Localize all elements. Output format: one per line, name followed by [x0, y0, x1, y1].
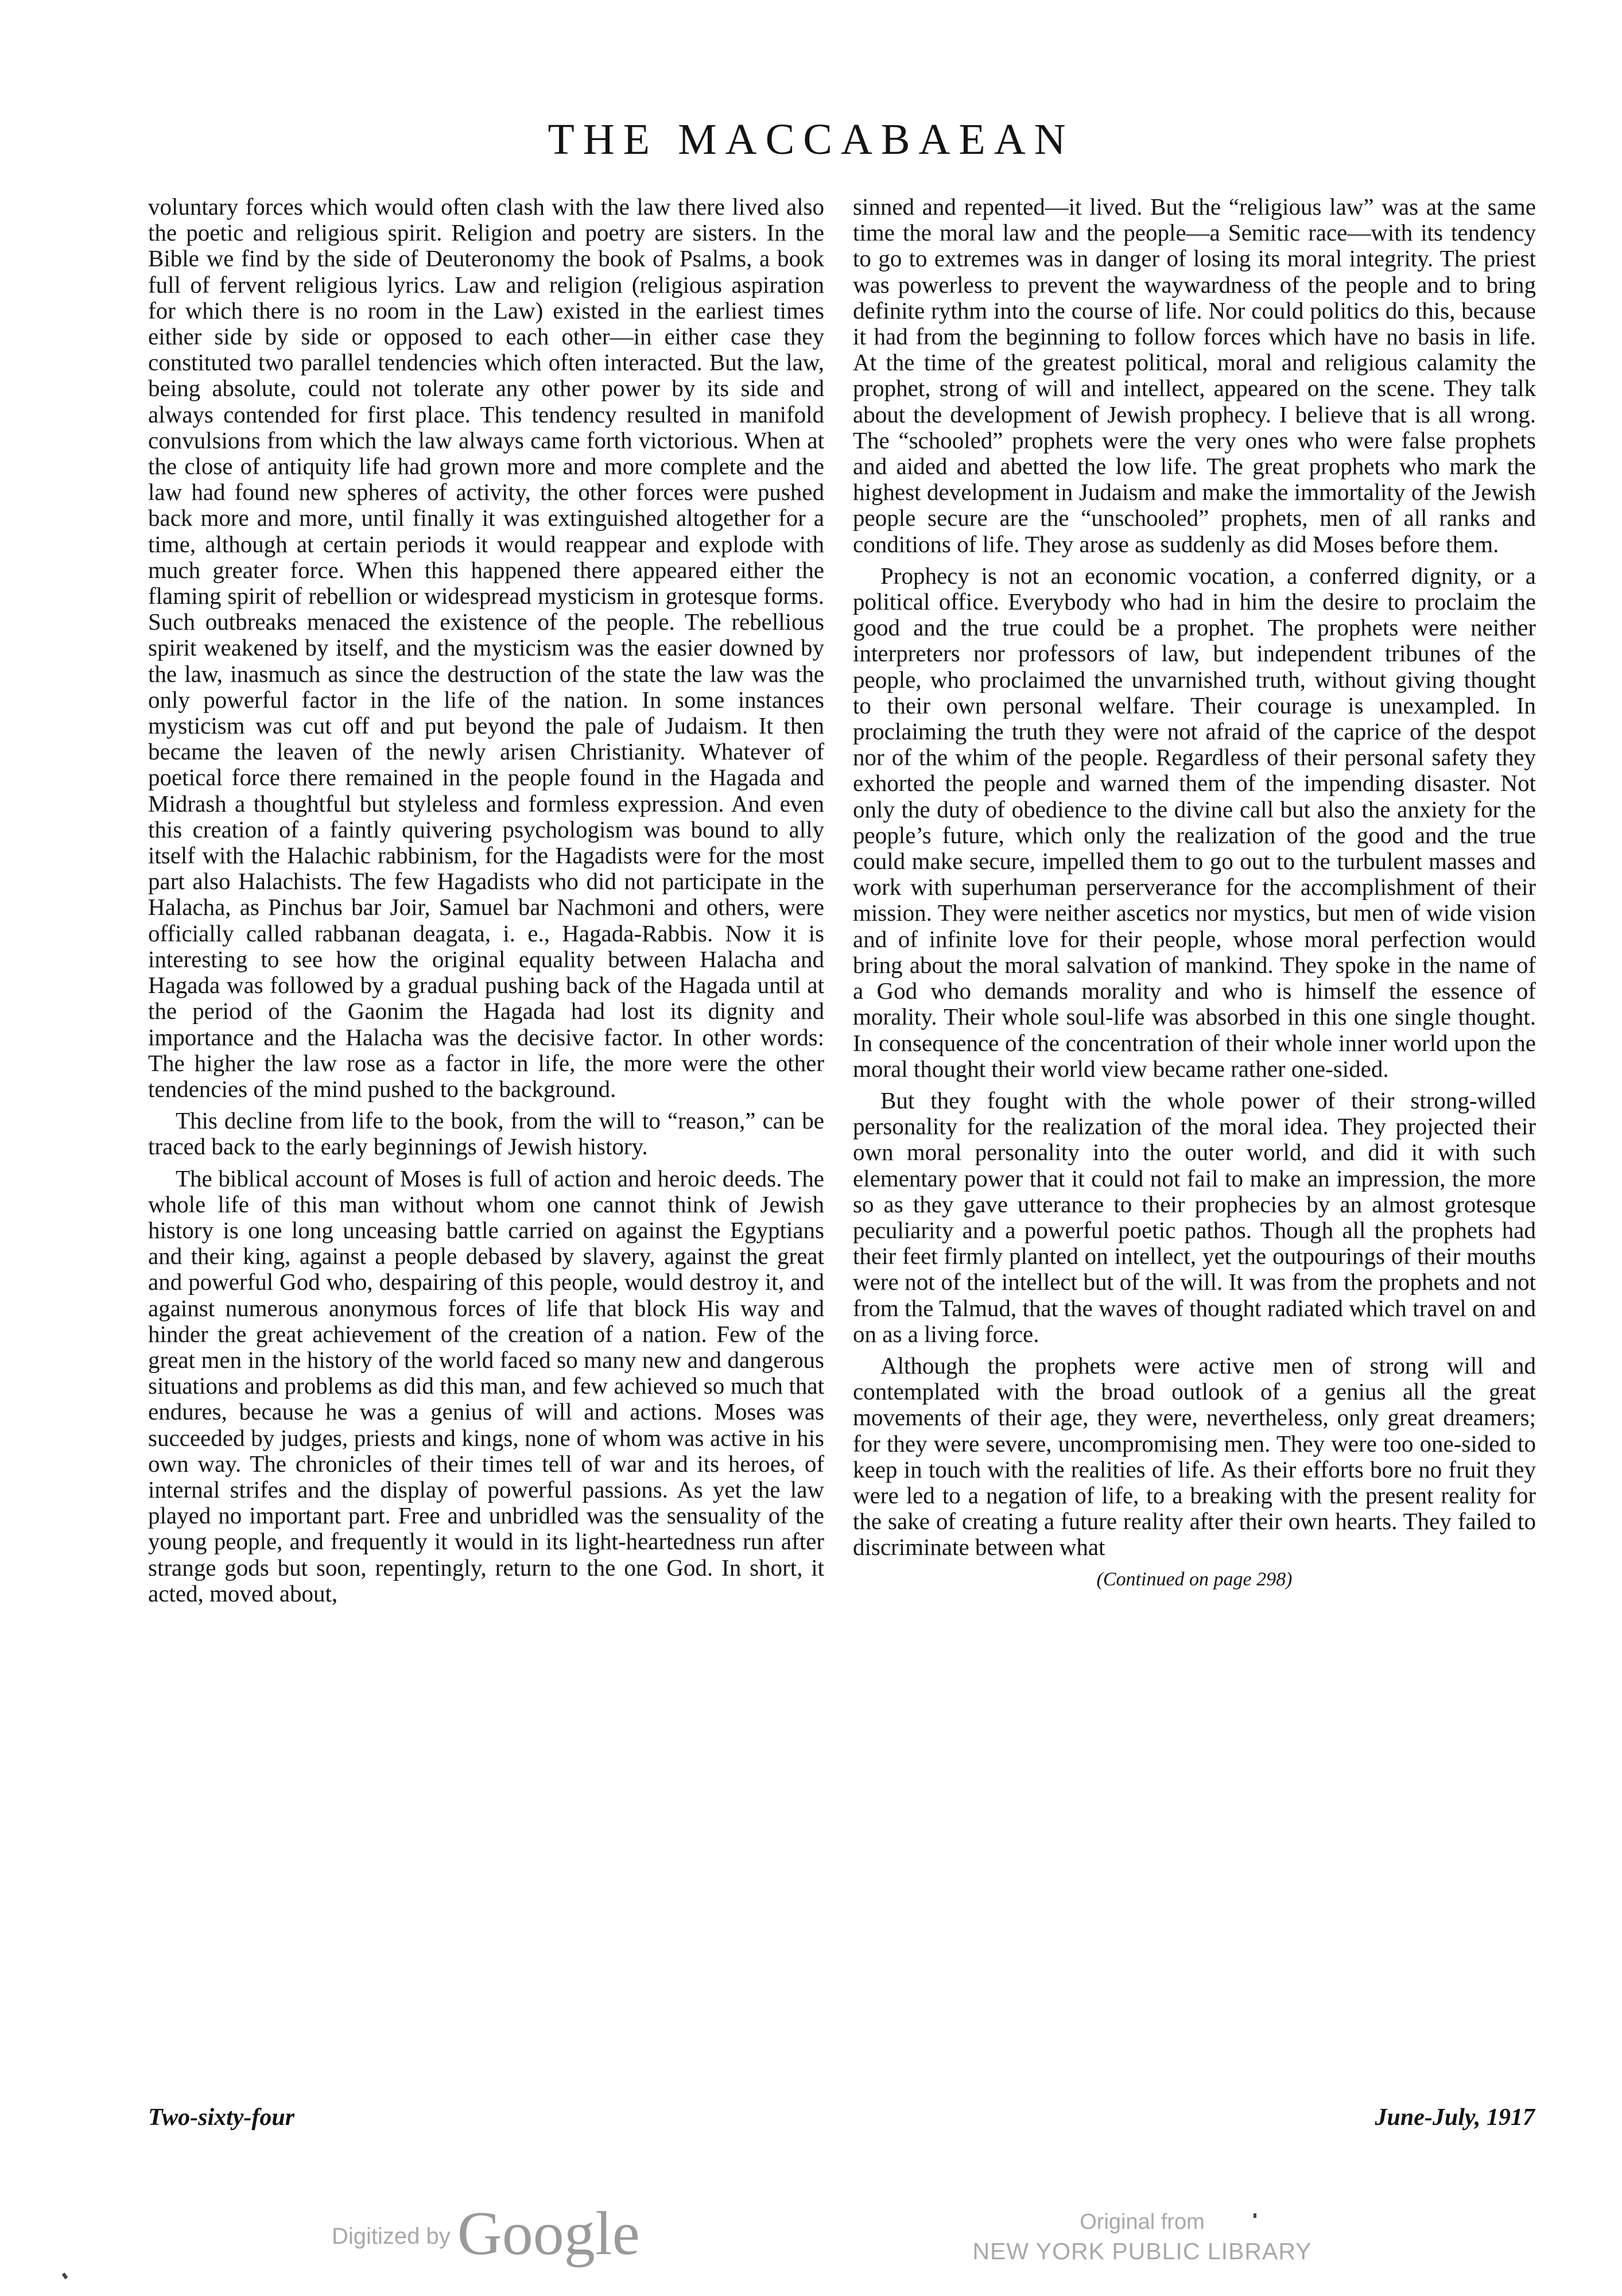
paragraph: The biblical account of Moses is full of action and heroic deeds. The whole life of this man without whom one cannot think of Jewish history is one long unceasing battle carried on against the Egyptians and their king, against a people debased by slavery, against the great and powerful God who, despairing of this people, would destroy it, and against numerous anonymous forces of life that block His way and hinder the great achievement of the creation of a nation. Few of the great men in the history of the world faced so many new and dangerous situations and problems as did this man, and few achieved so much that endures, because he was a genius of will and actions. Moses was succeeded by judges, priests and kings, none of whom was active in his own way. The chronicles of their times tell of war and its heroes, of internal strifes and the display of powerful passions. As yet the law played no important part. Free and unbridled was the sensuality of the young people, and frequently it would in its light-heartedness run after strange gods but soon, repentingly, return to the one God. In short, it acted, moved about, — [148, 1165, 824, 1607]
scan-speck — [1254, 2213, 1256, 2218]
digitized-by-watermark — [332, 2198, 640, 2270]
google-logo: Google — [457, 2200, 640, 2268]
paragraph: This decline from life to the book, from the will to “reason,” can be traced back to the early beginnings of Jewish history. — [148, 1107, 824, 1160]
page-number-label: Two-sixty-four — [148, 2104, 295, 2131]
scan-speck — [62, 2272, 68, 2279]
paragraph: sinned and repented—it lived. But the “religious law” was at the same time the moral law and the people—a Semitic race—with its tendency to go to extremes was in danger of losing its moral integrity. The priest was powerless to prevent the waywardness of the people and to bring definite rythm into the course of life. Nor could politics do this, because it had from the beginning to follow forces which have no basis in life. At the time of the greatest political, moral and religious calamity the prophet, strong of will and intellect, appeared on the scene. They talk about the development of Jewish prophecy. I believe that is all wrong. The “schooled” prophets were the very ones who were false prophets and aided and abetted the low life. The great prophets who mark the highest development in Judaism and make the immortality of the Jewish people secure are the “unschooled” prophets, men of all ranks and conditions of life. They arose as suddenly as did Moses before them. — [853, 193, 1536, 557]
right-column — [853, 194, 1536, 1592]
page-header-title: THE MACCABAEAN — [548, 115, 1074, 164]
continued-note: (Continued on page 298) — [1096, 1568, 1293, 1590]
digitized-by-text: Digitized by — [332, 2224, 451, 2249]
paragraph: voluntary forces which would often clash with the law there lived also the poetic and religious spirit. Religion and poetry are sisters. In the Bible we find by the side of Deuteronomy the book of Psalms, a book full of fervent religious lyrics. Law and religion (religious aspiration for which there is no room in the Law) existed in the earliest times either side by side or opposed to each other—in either case they constituted two parallel tendencies which often interacted. But the law, being absolute, could not tolerate any other power by its side and always contended for first place. This tendency resulted in manifold convulsions from which the law always came forth victorious. When at the close of antiquity life had grown more and more complete and the law had found new spheres of activity, the other forces were pushed back more and more, until finally it was extinguished altogether for a time, although at certain periods it would reappear and explode with much greater force. When this happened there appeared either the flaming spirit of rebellion or widespread mysticism in grotesque forms. Such outbreaks menaced the existence of the people. The rebellious spirit weakened by itself, and the mysticism was the easier downed by the law, inasmuch as since the destruction of the state the law was the only powerful factor in the life of the nation. In some instances mysticism was cut off and put beyond the pale of Judaism. It then became the leaven of the newly arisen Christianity. Whatever of poetical force there remained in the people found in the Hagada and Midrash a thoughtful but styleless and formless expression. And even this creation of a faintly quivering psychologism was bound to ally itself with the Halachic rabbinism, for the Hagadists were for the most part also Halachists. The few Hagadists who did not participate in the Halacha, as Pinchus bar Joir, Samuel bar Nachmoni and others, were officially called rabbanan deagata, i. e., Hagada-Rabbis. Now it is interesting to see how the original equality between Halacha and Hagada was followed by a gradual pushing back of the Hagada until at the period of the Gaonim the Hagada had lost its dignity and importance and the Halacha was the decisive factor. In other words: The higher the law rose as a factor in life, the more were the other tendencies of the mind pushed to the background. — [148, 193, 824, 1102]
library-attribution — [964, 2210, 1320, 2265]
paragraph: But they fought with the whole power of their strong-willed personality for the realization of the moral idea. They projected their own moral personality into the outer world, and did it with such elementary power that it could not fail to make an impression, the more so as they gave utterance to their prophecies by an almost grotesque peculiarity and a powerful poetic pathos. Though all the prophets had their feet firmly planted on intellect, yet the outpourings of their mouths were not of the intellect but of the will. It was from the prophets and not from the Talmud, that the waves of thought radiated which travel on and on as a living force. — [853, 1087, 1536, 1347]
library-name: NEW YORK PUBLIC LIBRARY — [972, 2238, 1312, 2264]
left-column — [148, 194, 824, 1607]
paragraph: Although the prophets were active men of strong will and contemplated with the broad outlook of a genius all the great movements of their age, they were, nevertheless, only great dreamers; for they were severe, uncompromising men. They were too one-sided to keep in touch with the realities of life. As their efforts bore no fruit they were led to a negation of life, to a breaking with the present reality for the sake of creating a future reality after their own hearts. They failed to discriminate between what — [853, 1352, 1536, 1561]
paragraph: Prophecy is not an economic vocation, a conferred dignity, or a political office. Everybody who had in him the desire to proclaim the good and the true could be a prophet. The prophets were neither interpreters nor professors of law, but independent tribunes of the people, who proclaimed the unvarnished truth, without giving thought to their own personal welfare. Their courage is unexampled. In proclaiming the truth they were not afraid of the caprice of the despot nor of the whim of the people. Regardless of their personal safety they exhorted the people and warned them of the impending disaster. Not only the duty of obedience to the divine call but also the anxiety for the people’s future, which only the realization of the good and the true could make secure, impelled them to go out to the turbulent masses and work with superhuman perserverance for the accomplishment of their mission. They were neither ascetics nor mystics, but men of wide vision and of infinite love for their people, whose moral perfection would bring about the moral salvation of mankind. They spoke in the name of a God who demands morality and who is himself the essence of morality. Their whole soul-life was absorbed in this one single thought. In consequence of the concentration of their whole inner world upon the moral thought their world view became rather one-sided. — [853, 562, 1536, 1082]
original-from-text: Original from — [1080, 2210, 1205, 2234]
issue-date: June-July, 1917 — [1375, 2104, 1535, 2131]
